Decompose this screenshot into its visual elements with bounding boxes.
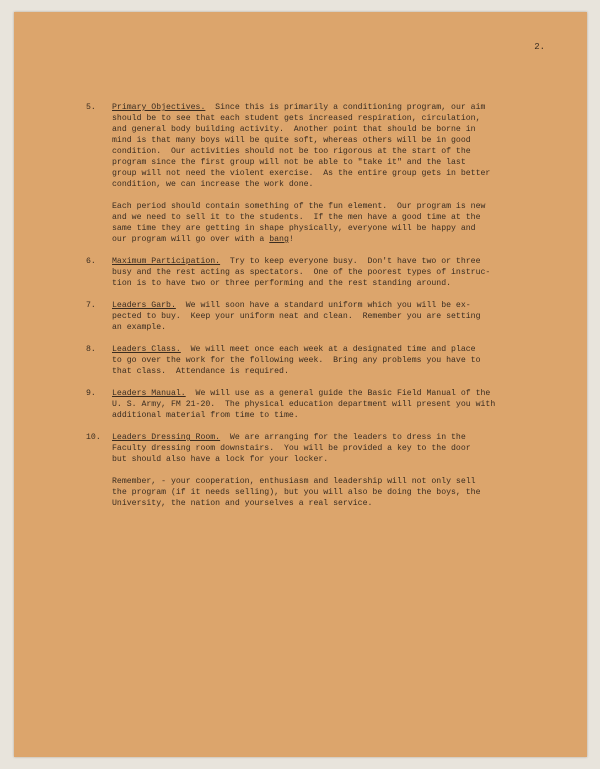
item-heading: Leaders Dressing Room. bbox=[112, 433, 221, 442]
item-first-line-text: Try to keep everyone busy. Don't have two or three bbox=[220, 257, 481, 266]
text-line: Remember, - your cooperation, enthusiasm and leadership will not only sell bbox=[112, 477, 476, 486]
text-segment: our program will go over with a bbox=[112, 235, 270, 244]
item-body bbox=[112, 300, 561, 333]
item-number: 7. bbox=[86, 301, 96, 310]
item-first-line bbox=[112, 300, 561, 311]
page-number: 2. bbox=[534, 42, 545, 52]
text-line: that class. Attendance is required. bbox=[112, 367, 289, 376]
item-first-line bbox=[112, 102, 561, 113]
text-line: and general body building activity. Another point that should be borne in bbox=[112, 125, 476, 134]
text-line: mind is that many boys will be quite soft, whereas others will be in good bbox=[112, 136, 471, 145]
closing-paragraph bbox=[112, 476, 561, 509]
item-first-line-text: We will use as a general guide the Basic Field Manual of the bbox=[185, 389, 491, 398]
text-line: same time they are getting in shape physically, everyone will be happy and bbox=[112, 224, 476, 233]
text-line: additional material from time to time. bbox=[112, 411, 299, 420]
text-line: busy and the rest acting as spectators. One of the poorest types of instruc- bbox=[112, 268, 491, 277]
text-line: should be to see that each student gets increased respiration, circulation, bbox=[112, 114, 481, 123]
list-item-primary-objectives bbox=[86, 102, 561, 245]
item-body bbox=[112, 344, 561, 377]
list-item-leaders-garb bbox=[86, 300, 561, 333]
item-body bbox=[112, 256, 561, 289]
list-item-maximum-participation bbox=[86, 256, 561, 289]
text-segment: ! bbox=[288, 235, 294, 244]
item-number: 5. bbox=[86, 103, 96, 112]
item-heading: Leaders Manual. bbox=[112, 389, 186, 398]
item-heading: Leaders Class. bbox=[112, 345, 181, 354]
text-line: and we need to sell it to the students. If the men have a good time at the bbox=[112, 213, 481, 222]
item-heading: Leaders Garb. bbox=[112, 301, 176, 310]
document-body bbox=[86, 102, 561, 520]
text-line: program since the first group will not be able to "take it" and the last bbox=[112, 158, 466, 167]
text-line: group will not need the violent exercise. As the entire group gets in better bbox=[112, 169, 491, 178]
item-number: 10. bbox=[86, 433, 101, 442]
document-page bbox=[14, 12, 587, 757]
list-item-leaders-class bbox=[86, 344, 561, 377]
item-first-line bbox=[112, 344, 561, 355]
item-number: 9. bbox=[86, 389, 96, 398]
item-heading: Primary Objectives. bbox=[112, 103, 206, 112]
underlined-word: bang bbox=[269, 235, 289, 244]
item-number: 6. bbox=[86, 257, 96, 266]
text-line: condition. Our activities should not be too rigorous at the start of the bbox=[112, 147, 471, 156]
item-number: 8. bbox=[86, 345, 96, 354]
item-body bbox=[112, 388, 561, 421]
item-body bbox=[112, 432, 561, 509]
list-item-leaders-manual bbox=[86, 388, 561, 421]
item-first-line-text: We will meet once each week at a designated time and place bbox=[180, 345, 476, 354]
item-first-line-text: We are arranging for the leaders to dress in the bbox=[220, 433, 466, 442]
text-line: an example. bbox=[112, 323, 167, 332]
item-first-line bbox=[112, 388, 561, 399]
item-first-line-text: Since this is primarily a conditioning program, our aim bbox=[205, 103, 486, 112]
item-first-line-text: We will soon have a standard uniform which you will be ex- bbox=[175, 301, 471, 310]
text-line: University, the nation and yourselves a real service. bbox=[112, 499, 373, 508]
text-line: Each period should contain something of the fun element. Our program is new bbox=[112, 202, 486, 211]
item-first-line bbox=[112, 432, 561, 443]
text-line bbox=[112, 234, 561, 245]
text-line: U. S. Army, FM 21-20. The physical education department will present you with bbox=[112, 400, 496, 409]
text-line: but should also have a lock for your locker. bbox=[112, 455, 329, 464]
paragraph bbox=[112, 201, 561, 245]
text-line: tion is to have two or three performing and the rest standing around. bbox=[112, 279, 452, 288]
text-line: condition, we can increase the work done. bbox=[112, 180, 314, 189]
text-line: pected to buy. Keep your uniform neat and clean. Remember you are setting bbox=[112, 312, 481, 321]
item-heading: Maximum Participation. bbox=[112, 257, 221, 266]
item-first-line bbox=[112, 256, 561, 267]
text-line: Faculty dressing room downstairs. You will be provided a key to the door bbox=[112, 444, 471, 453]
text-line: to go over the work for the following week. Bring any problems you have to bbox=[112, 356, 481, 365]
text-line: the program (if it needs selling), but you will also be doing the boys, the bbox=[112, 488, 481, 497]
list-item-leaders-dressing-room bbox=[86, 432, 561, 509]
item-body bbox=[112, 102, 561, 245]
